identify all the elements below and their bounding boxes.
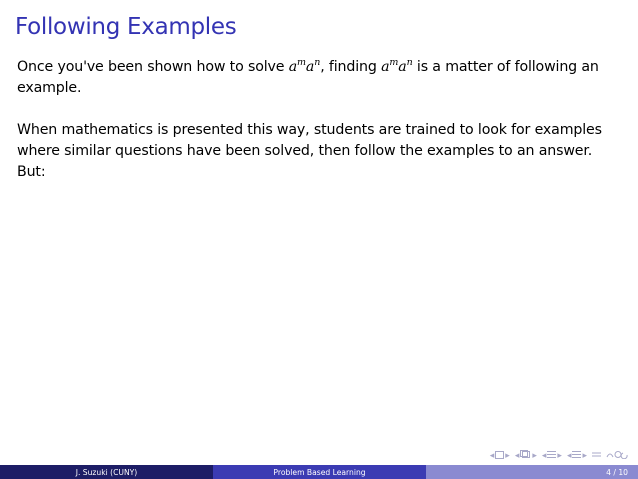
paragraph-2: When mathematics is presented this way, students are trained to look for examples where similar questions have been solved, then follow the examples to an answer. But: bbox=[17, 122, 602, 180]
subsection-icon[interactable] bbox=[520, 450, 531, 462]
frame-icon[interactable] bbox=[495, 451, 504, 462]
footer-bar bbox=[0, 465, 638, 479]
paragraph-1-start: Once you've been shown how to solve bbox=[17, 59, 289, 75]
nav-left-arrow-icon[interactable]: ◂ bbox=[541, 450, 547, 461]
nav-right-arrow-icon[interactable]: ▸ bbox=[532, 450, 537, 461]
math-expression-1: $a^ma^n$ bbox=[288, 57, 321, 75]
frame-navigation bbox=[490, 451, 510, 462]
presentation-navigation bbox=[567, 450, 587, 462]
subsection-navigation bbox=[515, 450, 537, 462]
paragraph-1-end: is a matter of following an example. bbox=[17, 59, 599, 96]
slide-title: Following Examples bbox=[15, 14, 237, 40]
nav-left-arrow-icon[interactable]: ◂ bbox=[514, 450, 520, 461]
align-icon[interactable] bbox=[592, 450, 601, 462]
footer-page-number: 4 / 10 bbox=[426, 465, 638, 479]
paragraph-1 bbox=[17, 57, 623, 99]
math-expression-2: $a^ma^n$ bbox=[381, 57, 413, 75]
nav-right-arrow-icon[interactable]: ▸ bbox=[582, 450, 587, 461]
section-icon[interactable] bbox=[572, 450, 581, 462]
nav-left-arrow-icon[interactable]: ◂ bbox=[566, 450, 572, 461]
footer-talk-title: Problem Based Learning bbox=[213, 465, 426, 479]
section-icon[interactable] bbox=[547, 450, 556, 462]
footer-author: J. Suzuki (CUNY) bbox=[0, 465, 213, 479]
nav-left-arrow-icon[interactable]: ◂ bbox=[489, 450, 495, 461]
section-navigation bbox=[542, 450, 562, 462]
nav-right-arrow-icon[interactable]: ▸ bbox=[505, 450, 510, 461]
beamer-navigation-bar bbox=[490, 450, 628, 462]
paragraph-1-middle: , finding bbox=[320, 59, 382, 75]
search-icon[interactable] bbox=[606, 450, 628, 462]
nav-right-arrow-icon[interactable]: ▸ bbox=[557, 450, 562, 461]
